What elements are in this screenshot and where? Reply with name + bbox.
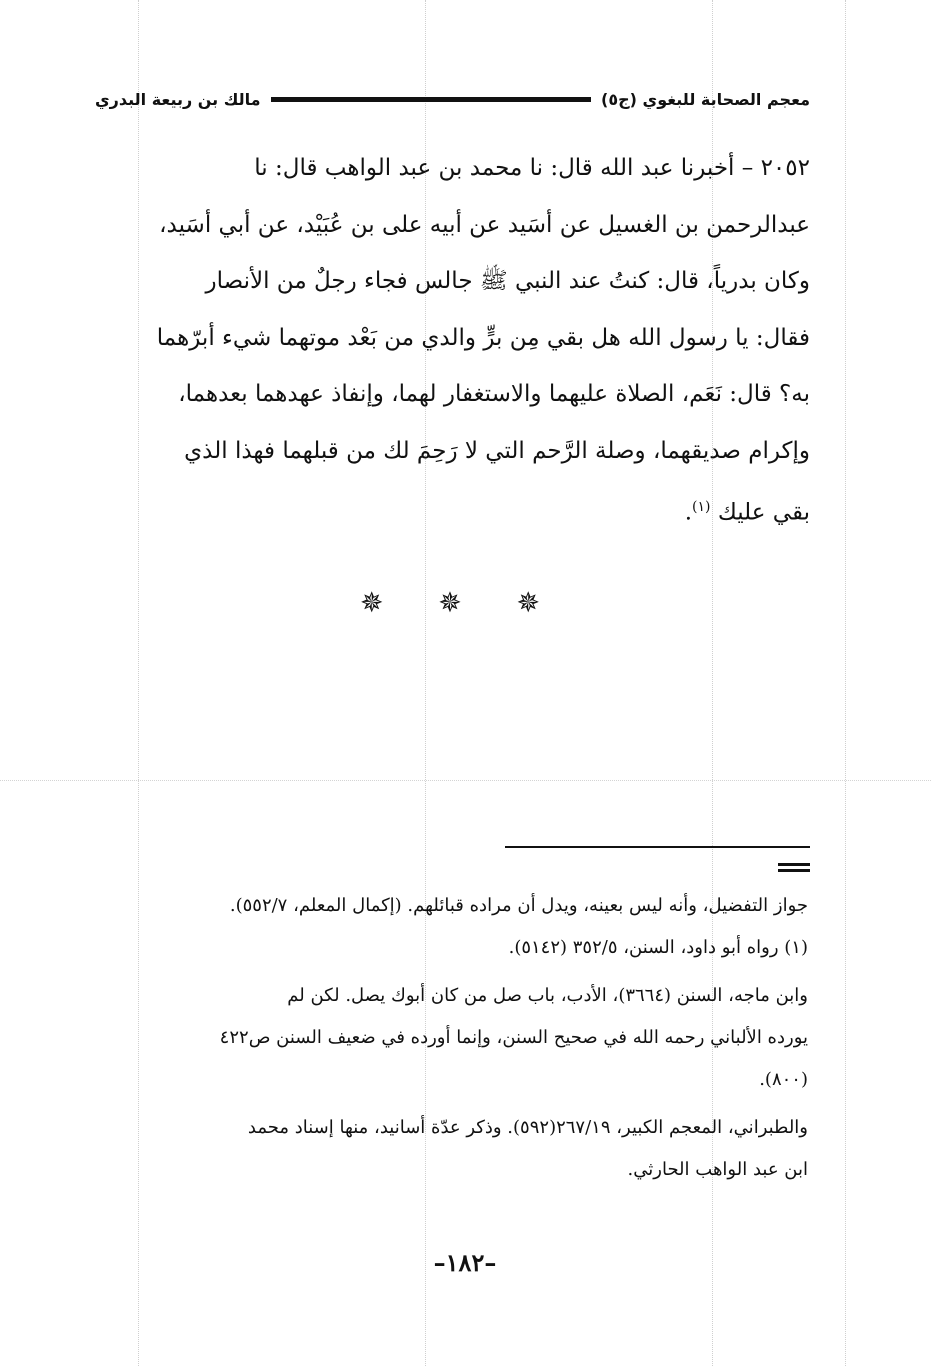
- footnote-line: وابن ماجه، السنن (٣٦٦٤)، الأدب، باب صل من كان أبوك يصل. لكن لم: [287, 985, 808, 1006]
- footnote-1: (١) رواه أبو داود، السنن، ٣٥٢/٥ (٥١٤٢).: [508, 937, 808, 958]
- footnote-line: ابن عبد الواهب الحارثي.: [627, 1159, 808, 1180]
- star-ornament-icon: ✵: [360, 586, 384, 619]
- text-line-last: [96, 479, 810, 541]
- last-line-end: .: [684, 499, 693, 526]
- running-header: [95, 84, 810, 114]
- footnotes: [96, 885, 808, 1191]
- text-line: وكان بدرياً، قال: كنتُ عند النبي ﷺ جالس فجاء رجلٌ من الأنصار: [205, 268, 810, 294]
- footnote-line: والطبراني، المعجم الكبير، ٢٦٧/١٩(٥٩٢). وذكر عدّة أسانيد، منها إسناد محمد: [247, 1117, 808, 1138]
- text-line: به؟ قال: نَعَم، الصلاة عليهما والاستغفار لهما، وإنفاذ عهدهما بعدهما،: [178, 381, 810, 407]
- scan-guide-line: [0, 780, 931, 781]
- footnote-line: (٨٠٠).: [759, 1069, 808, 1090]
- text-line: ٢٠٥٢ – أخبرنا عبد الله قال: نا محمد بن عبد الواهب قال: نا: [254, 155, 810, 181]
- text-line: فقال: يا رسول الله هل بقي مِن برٍّ والدي من بَعْد موتهما شيء أبرّهما: [156, 324, 810, 351]
- footnote-continuation: جواز التفضيل، وأنه ليس بعينه، ويدل أن مراده قبائلهم. (إكمال المعلم، ٥٥٢/٧).: [229, 895, 808, 916]
- star-ornament-icon: ✵: [516, 586, 540, 619]
- chapter-title: مالك بن ربيعة البدري: [95, 89, 261, 109]
- footnote-continuation-mark: [778, 863, 810, 872]
- footnote-line: يورده الألباني رحمه الله في صحيح السنن، وإنما أورده في ضعيف السنن ص٤٢٢: [219, 1027, 808, 1048]
- footnote-reference: (١): [692, 499, 711, 515]
- text-line: عبدالرحمن بن الغسيل عن أسَيد عن أبيه على بن عُبَيْد، عن أبي أسَيد،: [159, 211, 810, 238]
- scan-guide-line: [845, 0, 846, 1366]
- footnote-rule: [505, 846, 810, 848]
- last-line-text: بقي عليك: [717, 499, 810, 526]
- hadith-text: [96, 140, 810, 541]
- star-ornament-icon: ✵: [438, 586, 462, 619]
- section-separator: [360, 586, 540, 619]
- book-title: معجم الصحابة للبغوي (ج٥): [601, 89, 810, 109]
- page-number: –١٨٢–: [433, 1248, 497, 1277]
- header-rule: [271, 97, 591, 102]
- text-line: وإكرام صديقهما، وصلة الرَّحم التي لا رَحِمَ لك من قبلهما فهذا الذي: [184, 437, 810, 464]
